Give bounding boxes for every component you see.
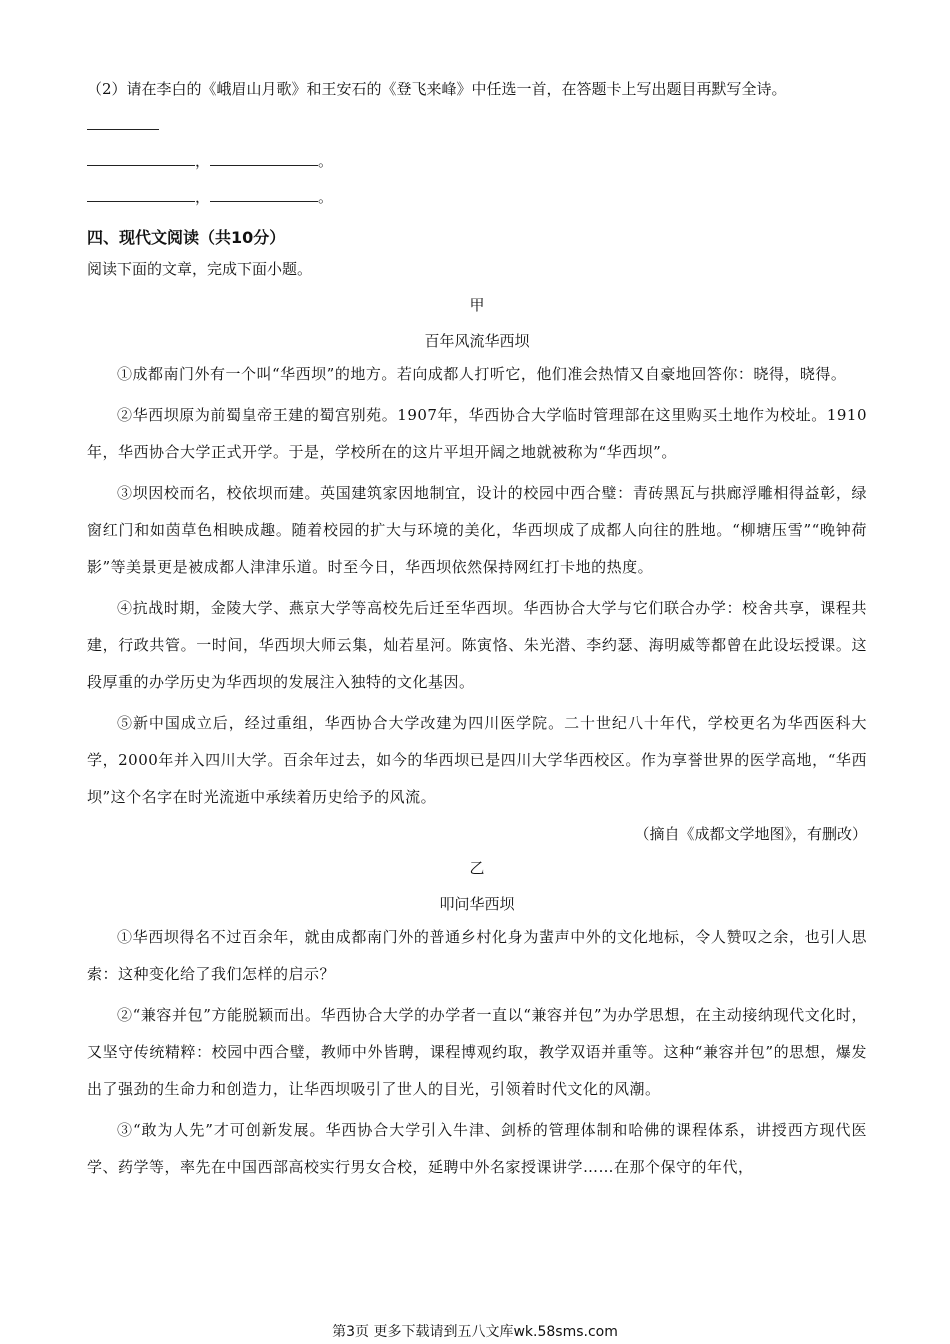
page-footer: 第3页 更多下载请到五八文库wk.58sms.com <box>332 1324 618 1340</box>
article-a-paragraph-4: ④抗战时期，金陵大学、燕京大学等高校先后迁至华西坝。华西协合大学与它们联合办学：校舍共享，课程共建，行政共管。一时间，华西坝大师云集，灿若星河。陈寅恪、朱光潜、李约瑟、海明威等都曾在此设坛授课。这段厚重的办学历史为华西坝的发展注入独特的文化基因。 <box>87 599 867 691</box>
answer-blank-title[interactable] <box>87 115 159 130</box>
document-page <box>87 78 867 1186</box>
answer-line-2 <box>87 186 867 208</box>
section-intro: 阅读下面的文章，完成下面小题。 <box>87 260 313 278</box>
article-b-title: 叩问华西坝 <box>439 895 515 913</box>
article-a-paragraph-2: ②华西坝原为前蜀皇帝王建的蜀宫别苑。1907年，华西协合大学临时管理部在这里购买土地作为校址。1910年，华西协合大学正式开学。于是，学校所在的这片平坦开阔之地就被称为“华西坝”。 <box>87 406 867 461</box>
article-a-title: 百年风流华西坝 <box>424 332 530 350</box>
answer-blank-1b[interactable] <box>210 151 318 166</box>
answer-line-title <box>87 114 867 136</box>
article-b-paragraph-2: ②“兼容并包”方能脱颖而出。华西协合大学的办学者一直以“兼容并包”为办学思想，在主动接纳现代文化时，又坚守传统精粹：校园中西合璧，教师中外皆聘，课程博观约取，教学双语并重等。这种“兼容并包”的思想，爆发出了强劲的生命力和创造力，让华西坝吸引了世人的目光，引领着时代文化的风潮。 <box>87 1006 867 1098</box>
question-2-prompt: （2）请在李白的《峨眉山月歌》和王安石的《登飞来峰》中任选一首，在答题卡上写出题目再默写全诗。 <box>87 80 787 98</box>
article-a-paragraph-3: ③坝因校而名，校依坝而建。英国建筑家因地制宜，设计的校园中西合璧：青砖黑瓦与拱廊浮雕相得益彰，绿窗红门和如茵草色相映成趣。随着校园的扩大与环境的美化，华西坝成了成都人向往的胜地。“柳塘压雪”“晚钟荷影”等美景更是被成都人津津乐道。时至今日，华西坝依然保持网红打卡地的热度。 <box>87 484 867 576</box>
article-a-label: 甲 <box>469 296 485 314</box>
article-a-paragraph-5: ⑤新中国成立后，经过重组，华西协合大学改建为四川医学院。二十世纪八十年代，学校更名为华西医科大学，2000年并入四川大学。百余年过去，如今的华西坝已是四川大学华西校区。作为享誉世界的医学高地，“华西坝”这个名字在时光流逝中承续着历史给予的风流。 <box>87 714 867 806</box>
comma: ， <box>195 152 211 170</box>
answer-line-1 <box>87 150 867 172</box>
article-a-source: （摘自《成都文学地图》，有删改） <box>634 825 867 843</box>
article-b-label: 乙 <box>469 859 485 877</box>
answer-blank-1a[interactable] <box>87 151 195 166</box>
answer-blank-2b[interactable] <box>210 187 318 202</box>
article-a-paragraph-1: ①成都南门外有一个叫“华西坝”的地方。若向成都人打听它，他们准会热情又自豪地回答你：晓得，晓得。 <box>117 365 847 383</box>
section-title: 四、现代文阅读（共10分） <box>87 228 286 247</box>
article-b-paragraph-1: ①华西坝得名不过百余年，就由成都南门外的普通乡村化身为蜚声中外的文化地标，令人赞叹之余，也引人思索：这种变化给了我们怎样的启示？ <box>87 928 867 983</box>
period: 。 <box>318 188 334 206</box>
answer-blank-2a[interactable] <box>87 187 195 202</box>
comma: ， <box>195 188 211 206</box>
period: 。 <box>318 152 334 170</box>
article-b-paragraph-3: ③“敢为人先”才可创新发展。华西协合大学引入牛津、剑桥的管理体制和哈佛的课程体系，讲授西方现代医学、药学等，率先在中国西部高校实行男女合校，延聘中外名家授课讲学……在那个保守的年代， <box>87 1121 867 1176</box>
